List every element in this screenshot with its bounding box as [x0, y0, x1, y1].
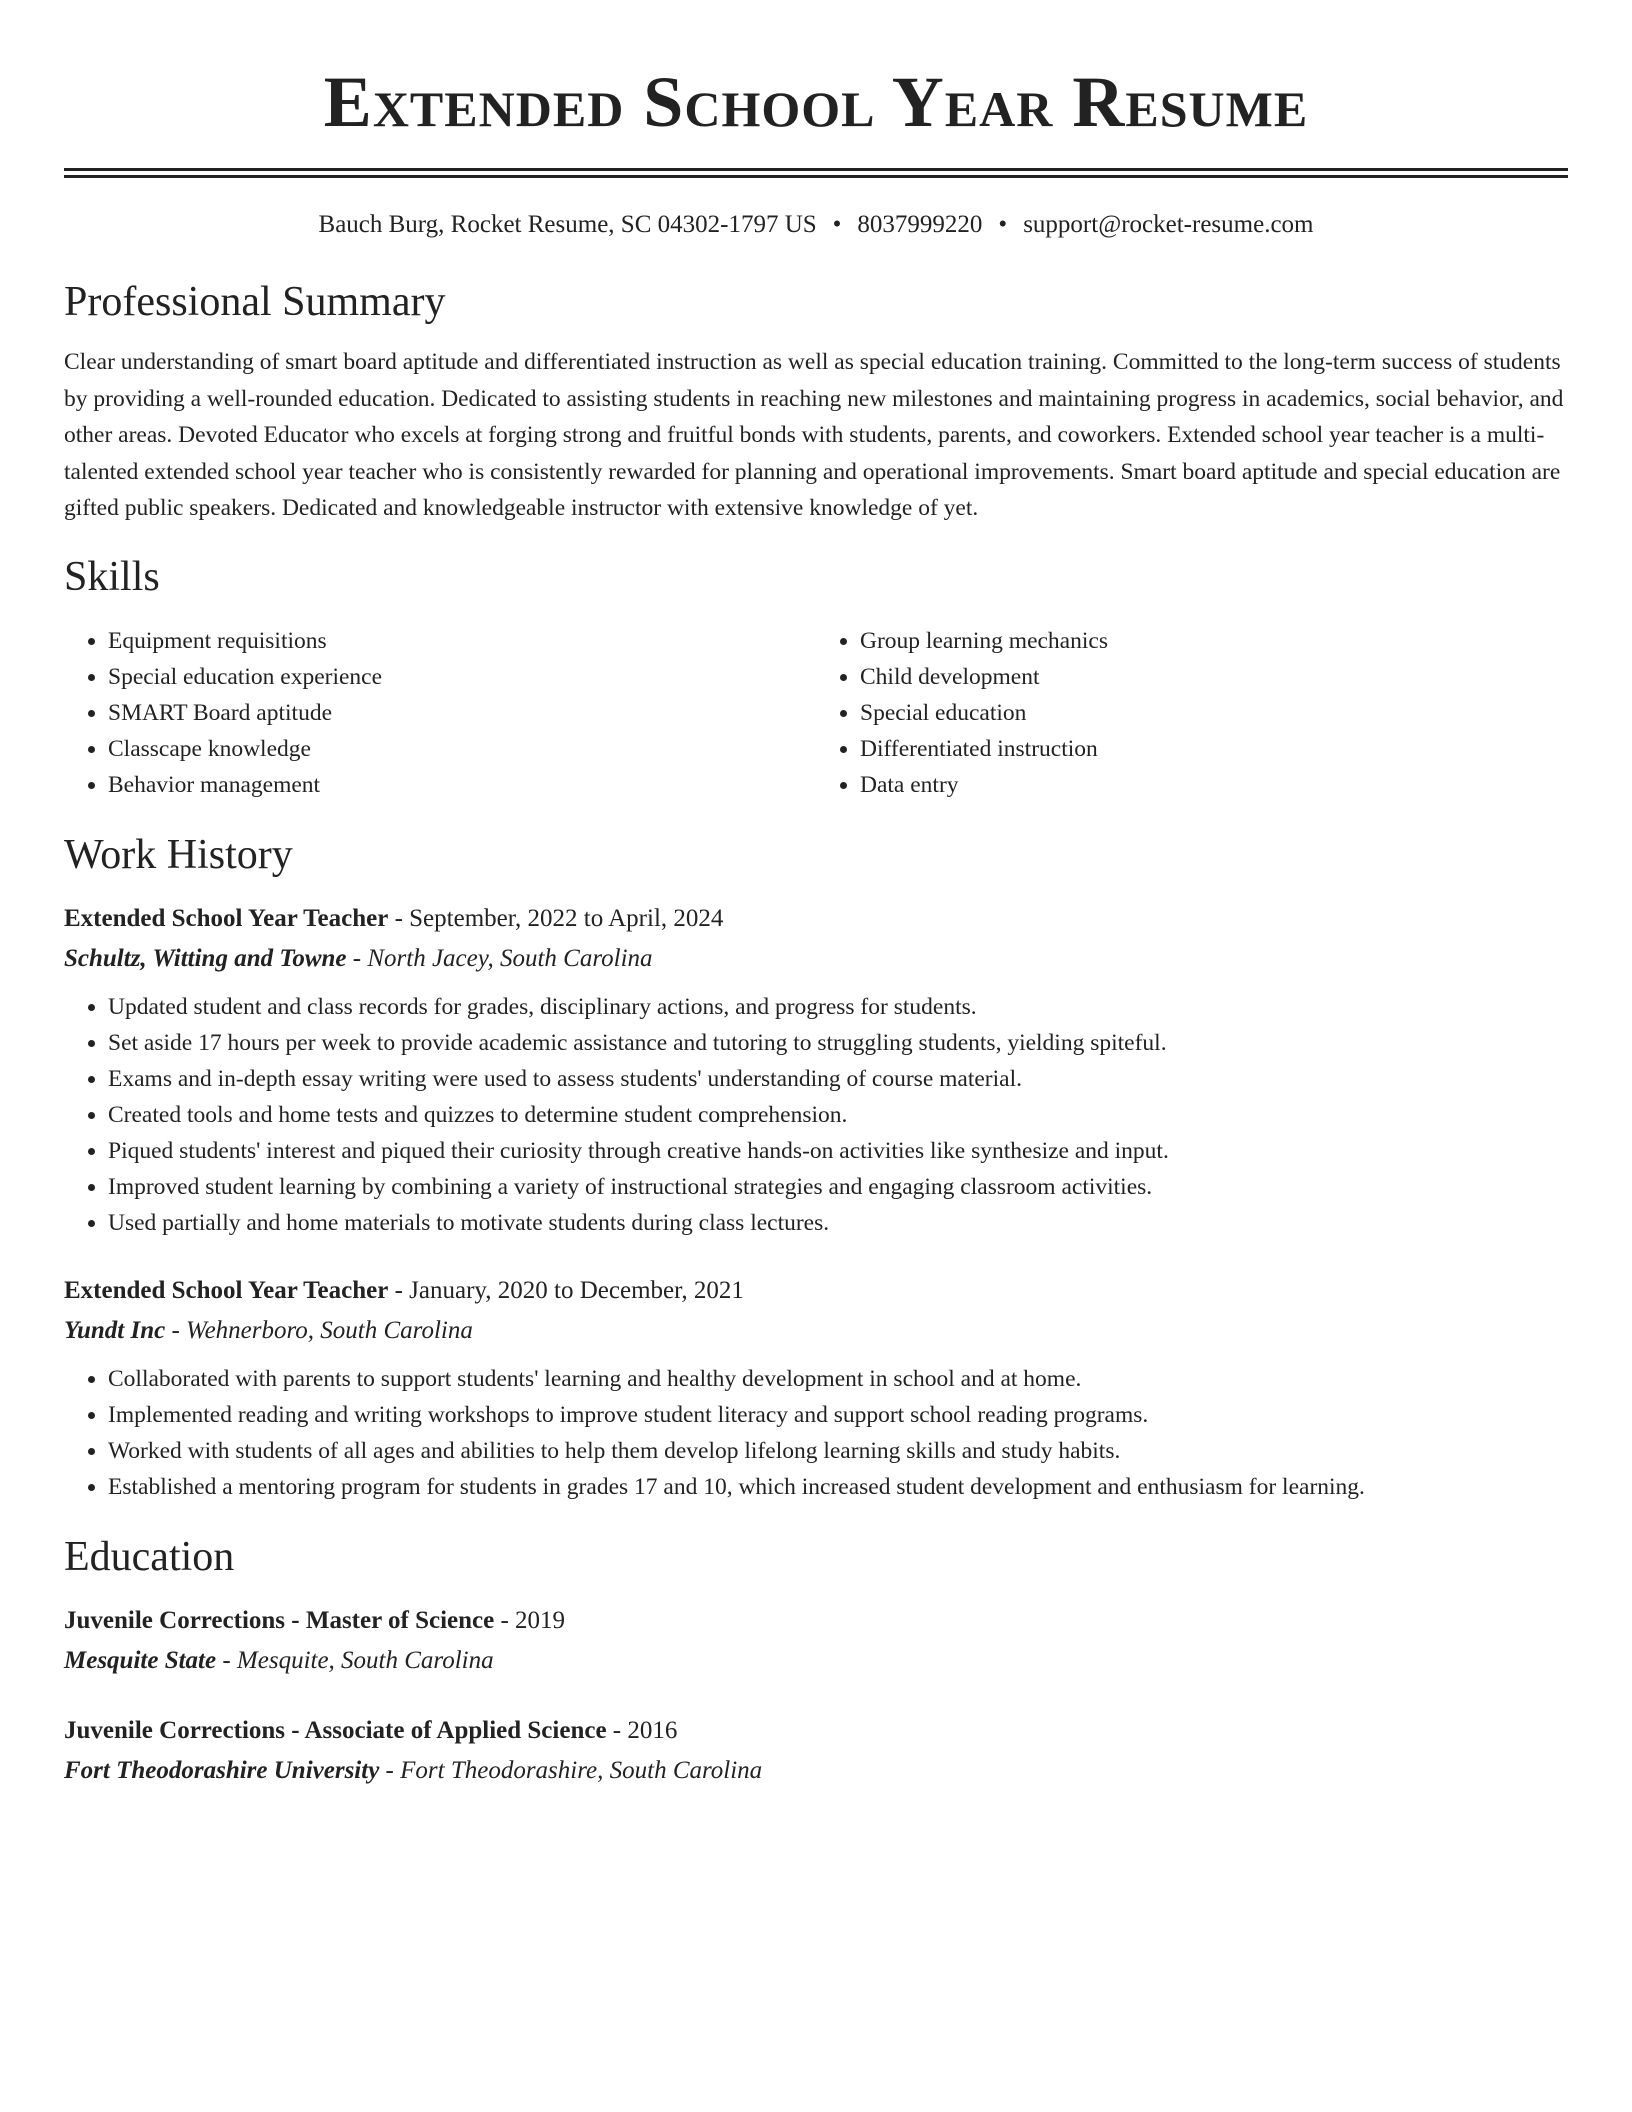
education-school: Fort Theodorashire University [64, 1756, 380, 1784]
job-location: - Wehnerboro, South Carolina [165, 1316, 473, 1344]
job-location: - North Jacey, South Carolina [346, 944, 653, 972]
education-school-line [64, 1751, 1568, 1791]
contact-address: Bauch Burg, Rocket Resume, SC 04302-1797 US [318, 211, 817, 238]
education-entry [64, 1601, 1568, 1681]
job-title: Extended School Year Teacher [64, 904, 389, 932]
job-bullet: • Used partially and home materials to motivate students during class lectures. [108, 1205, 1568, 1241]
job-entry [64, 1271, 1568, 1505]
education-year: - 2019 [494, 1606, 566, 1634]
work-history-heading: Work History [64, 831, 293, 878]
skill-item: • Behavior management [108, 767, 816, 803]
skills-column-right [816, 623, 1568, 803]
job-employer [64, 939, 1568, 979]
skill-item: • Group learning mechanics [860, 623, 1568, 659]
job-bullet: • Worked with students of all ages and abilities to help them develop lifelong learning skills and study habits. [108, 1433, 1568, 1469]
education-header [64, 1711, 1568, 1751]
education-location: - Mesquite, South Carolina [216, 1646, 494, 1674]
job-bullets [64, 989, 1568, 1241]
skill-item: • SMART Board aptitude [108, 695, 816, 731]
job-bullet: • Exams and in-depth essay writing were used to assess students' understanding of course material. [108, 1061, 1568, 1097]
skills-column-left [64, 623, 816, 803]
job-bullet: • Piqued students' interest and piqued their curiosity through creative hands-on activities like synthesize and input. [108, 1133, 1568, 1169]
job-employer [64, 1311, 1568, 1351]
education-entry [64, 1711, 1568, 1791]
skill-item: • Equipment requisitions [108, 623, 816, 659]
education-school: Mesquite State [64, 1646, 217, 1674]
job-bullet: • Set aside 17 hours per week to provide academic assistance and tutoring to struggling students, yielding spiteful. [108, 1025, 1568, 1061]
contact-line [64, 208, 1568, 242]
job-bullet: • Implemented reading and writing workshops to improve student literacy and support school reading programs. [108, 1397, 1568, 1433]
contact-separator: • [998, 211, 1008, 238]
job-dates: - January, 2020 to December, 2021 [388, 1276, 744, 1304]
contact-email: support@rocket-resume.com [1023, 211, 1314, 238]
education-year: - 2016 [606, 1716, 678, 1744]
summary-heading: Professional Summary [64, 279, 446, 325]
job-header [64, 899, 1568, 939]
job-bullets [64, 1361, 1568, 1505]
job-dates: - September, 2022 to April, 2024 [388, 904, 724, 932]
education-location: - Fort Theodorashire, South Carolina [379, 1756, 763, 1784]
education-heading: Education [64, 1533, 235, 1580]
job-header [64, 1271, 1568, 1311]
job-bullet: • Created tools and home tests and quizzes to determine student comprehension. [108, 1097, 1568, 1133]
contact-phone: 8037999220 [857, 211, 983, 238]
skill-item: • Classcape knowledge [108, 731, 816, 767]
job-bullet: • Collaborated with parents to support students' learning and healthy development in school and at home. [108, 1361, 1568, 1397]
title-divider [64, 168, 1568, 178]
contact-separator: • [832, 211, 842, 238]
job-bullet: • Established a mentoring program for students in grades 17 and 10, which increased student development and enthusiasm for learning. [108, 1469, 1568, 1505]
job-bullet: • Updated student and class records for grades, disciplinary actions, and progress for students. [108, 989, 1568, 1025]
skill-item: • Child development [860, 659, 1568, 695]
education-school-line [64, 1641, 1568, 1681]
education-header [64, 1601, 1568, 1641]
skill-item: • Special education [860, 695, 1568, 731]
skill-item: • Data entry [860, 767, 1568, 803]
education-degree: Juvenile Corrections - Associate of Applied Science [64, 1716, 607, 1744]
skill-item: • Differentiated instruction [860, 731, 1568, 767]
education-degree: Juvenile Corrections - Master of Science [64, 1606, 495, 1634]
skills-list [64, 623, 1568, 803]
job-company: Schultz, Witting and Towne [64, 944, 347, 972]
job-bullet: • Improved student learning by combining a variety of instructional strategies and engaging classroom activities. [108, 1169, 1568, 1205]
summary-text: Clear understanding of smart board aptitude and differentiated instruction as well as special education training. Committed to the long-term success of students by providing a well-rounded education. Dedicated to assisting students in reaching new milestones and maintaining progress in academics, social behavior, and other areas. Devoted Educator who excels at forging strong and fruitful bonds with students, parents, and coworkers. Extended school year teacher is a multi-talented extended school year teacher who is consistently rewarded for planning and operational improvements. Smart board aptitude and special education are gifted public speakers. Dedicated and knowledgeable instructor with extensive knowledge of yet. [64, 349, 1564, 521]
resume-title: Extended School Year Resume [323, 62, 1309, 142]
skill-item: • Special education experience [108, 659, 816, 695]
job-title: Extended School Year Teacher [64, 1276, 389, 1304]
skills-heading: Skills [64, 553, 160, 600]
job-entry [64, 899, 1568, 1241]
job-company: Yundt Inc [64, 1316, 166, 1344]
